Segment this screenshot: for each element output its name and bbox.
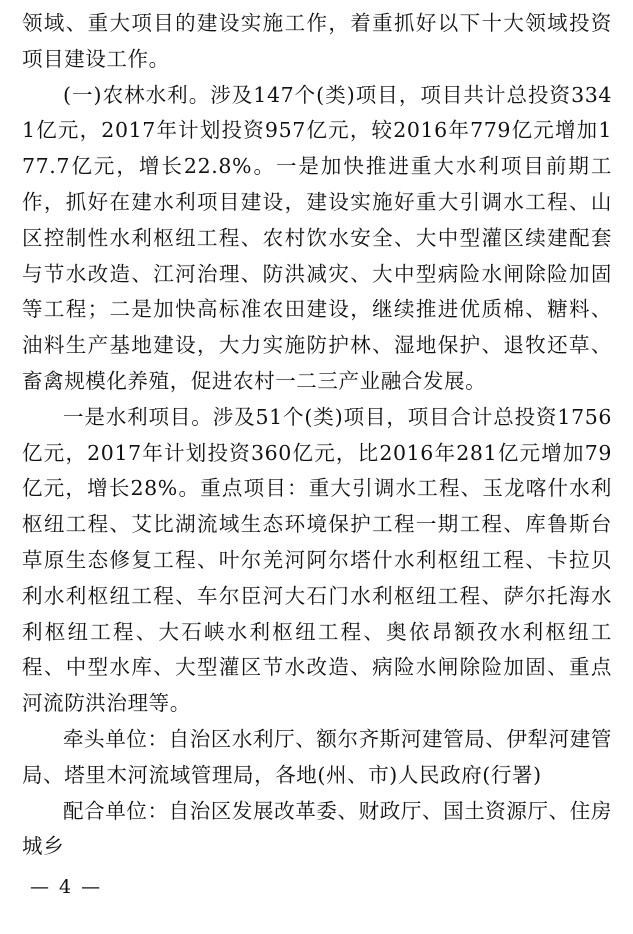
paragraph-cooperating-units: 配合单位：自治区发展改革委、财政厅、国土资源厅、住房城乡 xyxy=(22,798,612,859)
paragraph-water-projects: 一是水利项目。涉及51个(类)项目，项目合计总投资1756亿元，2017年计划投资360亿元，比2016年281亿元增加79亿元，增长28%。重点项目：重大引调水工程、玉龙喀什水利枢纽工程、艾比湖流域生态环境保护工程一期工程、库鲁斯台草原生态修复工程、叶尔羌河阿尔塔什水利枢纽工程、卡拉贝利水利枢纽工程、车尔臣河大石门水利枢纽工程、萨尔托海水利枢纽工程、大石峡水利枢纽工程、奥依昂额孜水利枢纽工程、中型水库、大型灌区节水改造、病险水闸除险加固、重点河流防洪治理等。 xyxy=(22,404,612,716)
paragraph-intro: 领域、重大项目的建设实施工作，着重抓好以下十大领域投资项目建设工作。 xyxy=(22,11,612,71)
paragraph-agriculture-forestry-water: (一)农林水利。涉及147个(类)项目，项目共计总投资3341亿元，2017年计划投资957亿元，较2016年779亿元增加177.7亿元，增长22.8%。一是加快推进重大水利项目前期工作，抓好在建水利项目建设，建设实施好重大引调水工程、山区控制性水利枢纽工程、农村饮水安全、大中型灌区续建配套与节水改造、江河治理、防洪减灾、大中型病险水闸除险加固等工程；二是加快高标准农田建设，继续推进优质棉、糖料、油料生产基地建设，大力实施防护林、湿地保护、退牧还草、畜禽规模化养殖，促进农村一二三产业融合发展。 xyxy=(22,82,612,393)
document-page xyxy=(22,6,612,865)
page-number: — 4 — xyxy=(30,876,103,898)
paragraph-lead-units: 牵头单位：自治区水利厅、额尔齐斯河建管局、伊犁河建管局、塔里木河流域管理局，各地(州、市)人民政府(行署) xyxy=(22,726,612,787)
